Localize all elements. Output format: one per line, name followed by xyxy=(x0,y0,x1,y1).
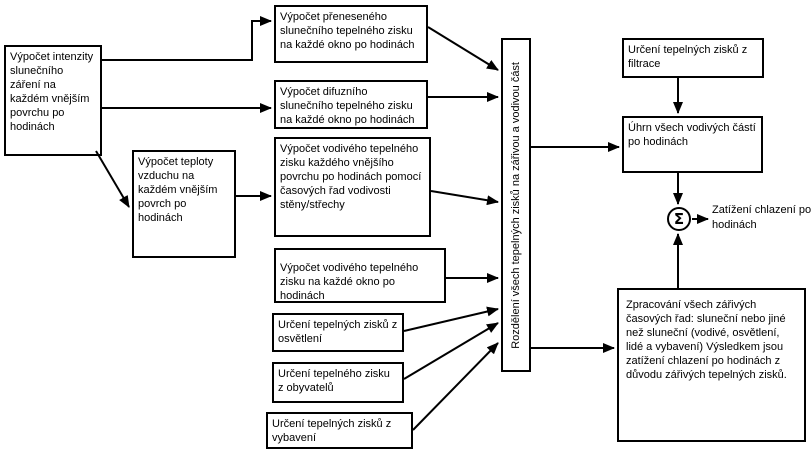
arrow-intensity-to-airtemp xyxy=(96,151,129,207)
arrow-transmitted-to-split xyxy=(428,27,498,70)
node-solar-intensity: Výpočet intenzity slunečního záření na každém vnějším povrchu po hodinách xyxy=(4,45,102,156)
node-sum-conductive-parts: Úhrn všech vodivých částí po hodinách xyxy=(622,116,763,173)
node-gain-occupants: Určení tepelného zisku z obyvatelů xyxy=(272,362,404,403)
arrow-occupants-to-split xyxy=(404,323,498,379)
node-radiant-time-series: Zpracování všech zářivých časových řad: sluneční nebo jiné než sluneční (vodivé, osvětlení, lidé a vybavení) Výsledkem jsou zatížení chlazení po hodinách z důvodu zářivých tepelných zisků. xyxy=(617,288,806,442)
arrow-intensity-to-transmitted xyxy=(101,21,271,60)
arrow-conductive-surface-to-split xyxy=(431,191,498,202)
node-gain-lighting: Určení tepelných zisků z osvětlení xyxy=(272,313,404,352)
node-split-radiant-conductive xyxy=(501,38,531,372)
node-conductive-gain-window: Výpočet vodivého tepelného zisku na každé okno po hodinách xyxy=(274,248,446,303)
node-gain-infiltration: Určení tepelných zisků z filtrace xyxy=(622,38,764,78)
output-cooling-load-label: Zatížení chlazení po hodinách xyxy=(712,204,811,231)
arrow-lighting-to-split xyxy=(404,309,498,331)
arrow-equipment-to-split xyxy=(413,343,498,430)
node-transmitted-solar-gain: Výpočet přeneseného slunečního tepelného zisku na každé okno po hodinách xyxy=(274,5,428,63)
node-diffuse-solar-gain: Výpočet difuzního slunečního tepelného zisku na každé okno po hodinách xyxy=(274,80,428,129)
node-conductive-gain-surface: Výpočet vodivého tepelného zisku každého vnějšího povrchu po hodinách pomocí časových řad vodivosti stěny/střechy xyxy=(274,137,431,237)
node-gain-equipment: Určení tepelných zisků z vybavení xyxy=(266,412,413,449)
sigma-summation-junction: Σ xyxy=(667,207,691,231)
node-air-temperature: Výpočet teploty vzduchu na každém vnějším povrch po hodinách xyxy=(132,150,236,258)
node-split-radiant-conductive-label: Rozdělení všech tepelných zisků na zářivou a vodivou část xyxy=(509,61,522,349)
